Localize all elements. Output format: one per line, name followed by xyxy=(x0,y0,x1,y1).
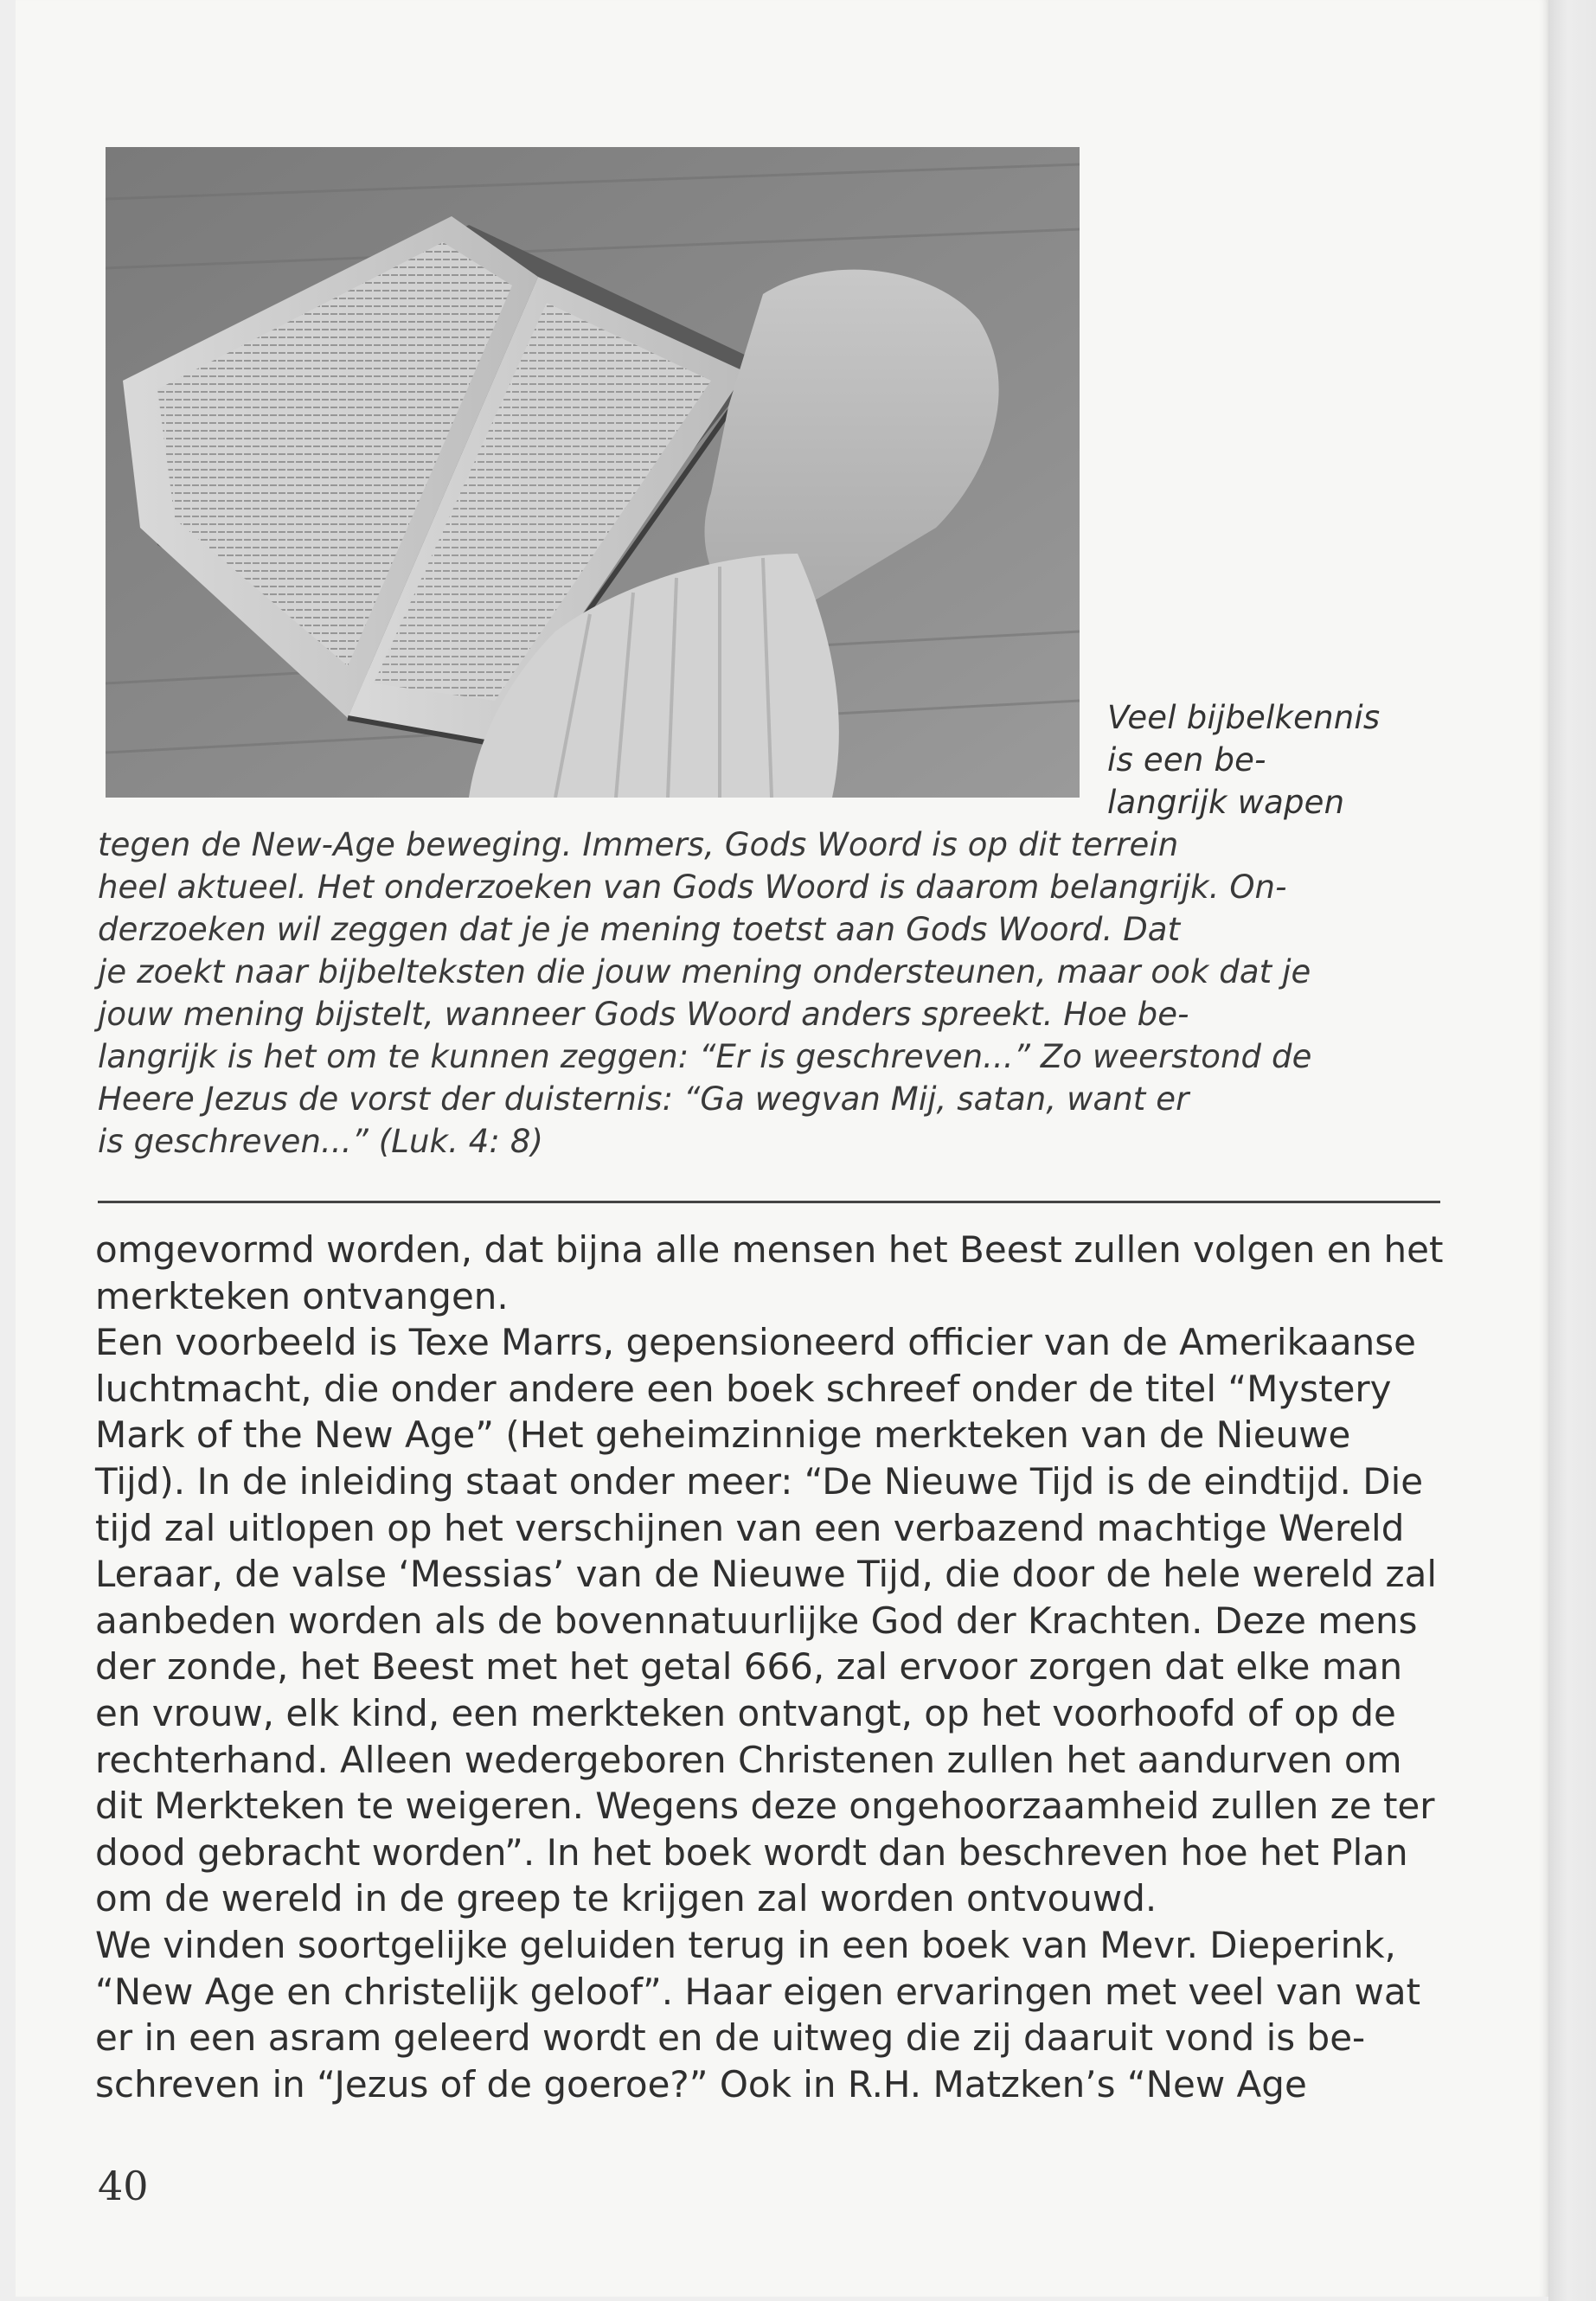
body-line: schreven in “Jezus of de goeroe?” Ook in R.H. Matzken’s “New Age xyxy=(95,2062,1307,2106)
body-line: rechterhand. Alleen wedergeboren Christenen zullen het aandurven om xyxy=(95,1738,1402,1781)
body-line: omgevormd worden, dat bijna alle mensen het Beest zullen volgen en het xyxy=(95,1228,1444,1271)
caption-line: Heere Jezus de vorst der duisternis: “Ga wegvan Mij, satan, want er xyxy=(98,1080,1189,1118)
photo-caption-side xyxy=(1107,696,1436,824)
body-line: Mark of the New Age” (Het geheimzinnige merkteken van de Nieuwe xyxy=(95,1413,1351,1457)
caption-line: langrijk is het om te kunnen zeggen: “Er is geschreven...” Zo weerstond de xyxy=(98,1038,1312,1075)
body-line: Leraar, de valse ‘Messias’ van de Nieuwe Tijd, die door de hele wereld zal xyxy=(95,1553,1438,1596)
caption-line: is geschreven...” (Luk. 4: 8) xyxy=(98,1123,544,1160)
bible-photo-icon xyxy=(106,147,1080,798)
page-edge xyxy=(1548,0,1596,2301)
caption-side-line: langrijk wapen xyxy=(1107,784,1345,821)
body-line: dood gebracht worden”. In het boek wordt dan beschreven hoe het Plan xyxy=(95,1830,1408,1874)
body-text xyxy=(95,1227,1453,2107)
caption-line: jouw mening bijstelt, wanneer Gods Woord anders spreekt. Hoe be- xyxy=(98,996,1189,1033)
body-line: aanbeden worden als de bovennatuurlijke God der Krachten. Deze mens xyxy=(95,1599,1418,1642)
body-line: “New Age en christelijk geloof”. Haar eigen ervaringen met veel van wat xyxy=(95,1970,1421,2013)
bible-photo xyxy=(106,147,1080,798)
body-line: en vrouw, elk kind, een merkteken ontvangt, op het voorhoofd of op de xyxy=(95,1691,1396,1734)
body-line: Tijd). In de inleiding staat onder meer: “De Nieuwe Tijd is de eindtijd. Die xyxy=(95,1459,1424,1503)
caption-side-line: is een be- xyxy=(1107,741,1266,779)
body-line: dit Merkteken te weigeren. Wegens deze ongehoorzaamheid zullen ze ter xyxy=(95,1785,1435,1828)
body-line: er in een asram geleerd wordt en de uitweg die zij daaruit vond is be- xyxy=(95,2016,1366,2060)
caption-side-line: Veel bijbelkennis xyxy=(1107,699,1381,736)
section-divider xyxy=(98,1201,1440,1203)
photo-caption-body xyxy=(98,824,1447,1163)
caption-line: derzoeken wil zeggen dat je je mening toetst aan Gods Woord. Dat xyxy=(98,911,1181,948)
body-line: tijd zal uitlopen op het verschijnen van een verbazend machtige Wereld xyxy=(95,1506,1405,1549)
caption-line: je zoekt naar bijbelteksten die jouw mening ondersteunen, maar ook dat je xyxy=(98,953,1311,990)
caption-line: heel aktueel. Het onderzoeken van Gods Woord is daarom belangrijk. On- xyxy=(98,868,1287,906)
body-line: merkteken ontvangen. xyxy=(95,1274,509,1317)
body-line: Een voorbeeld is Texe Marrs, gepensioneerd officier van de Amerikaanse xyxy=(95,1321,1416,1364)
body-line: der zonde, het Beest met het getal 666, zal ervoor zorgen dat elke man xyxy=(95,1645,1403,1689)
page-number: 40 xyxy=(98,2163,149,2209)
body-line: luchtmacht, die onder andere een boek schreef onder de titel “Mystery xyxy=(95,1367,1392,1410)
body-line: We vinden soortgelijke geluiden terug in een boek van Mevr. Dieperink, xyxy=(95,1923,1396,1966)
caption-line: tegen de New-Age beweging. Immers, Gods Woord is op dit terrein xyxy=(98,826,1179,863)
body-line: om de wereld in de greep te krijgen zal worden ontvouwd. xyxy=(95,1877,1157,1920)
